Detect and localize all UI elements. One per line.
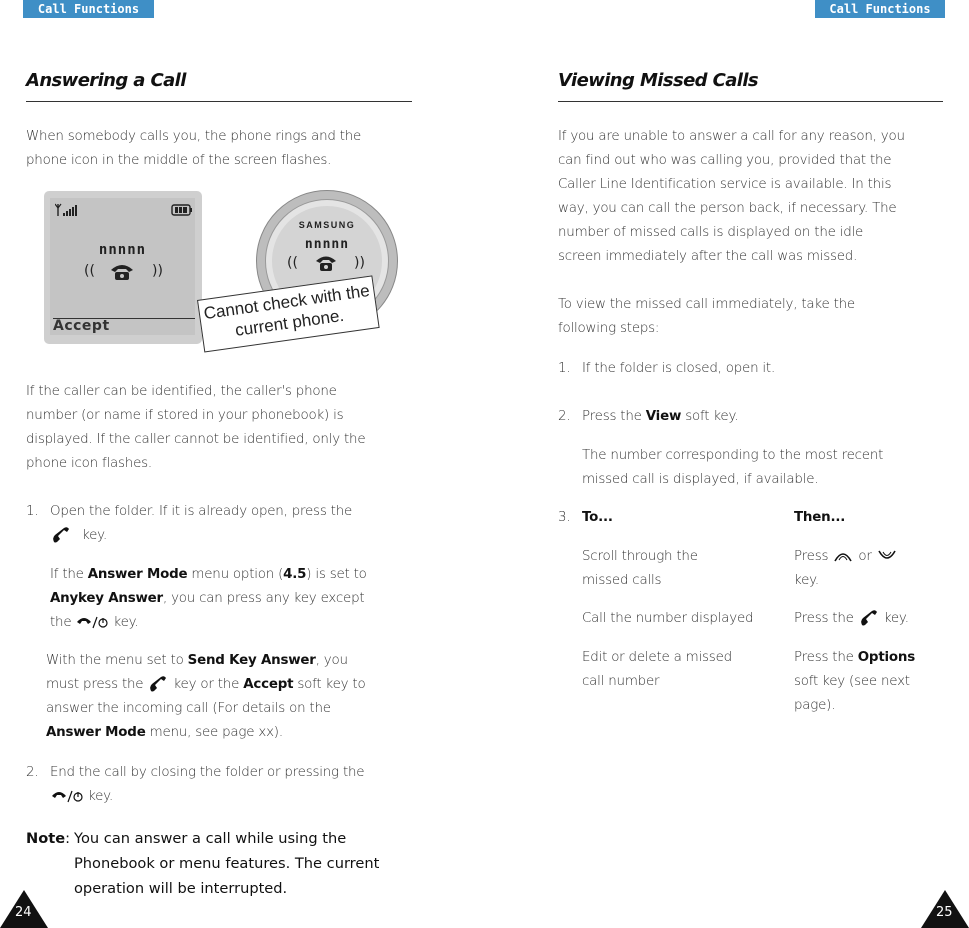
right-step-3-number: 3. (558, 510, 571, 525)
row2-key: key. (883, 611, 909, 626)
table-row-1-instruction (794, 545, 898, 593)
accept-soft-key-name: Accept (243, 677, 294, 692)
para1-line-3: Caller Line Identification service is available. In this (558, 177, 892, 192)
caller-line-3: displayed. If the caller cannot be identified, only the (26, 432, 366, 447)
send-key-answer-name: Send Key Answer (187, 653, 316, 668)
external-ring-left: (( (287, 255, 298, 271)
table-row-2-action: Call the number displayed (582, 611, 754, 626)
options-soft-key-name: Options (857, 650, 916, 665)
right-step-2 (558, 405, 738, 429)
missed-intro-paragraph (558, 125, 905, 269)
row1-to-line-1: Scroll through the (582, 549, 698, 564)
samsung-logo: SAMSUNG (298, 220, 356, 230)
caller-line-1: If the caller can be identified, the caller's phone (26, 384, 337, 399)
intro-line-2: phone icon in the middle of the screen flashes. (26, 153, 332, 168)
left-step-2 (26, 761, 364, 785)
press-the: Press the (582, 409, 642, 424)
battery-icon (171, 204, 193, 216)
intro-line-1: When somebody calls you, the phone rings and the (26, 129, 362, 144)
section-tag-left: Call Functions (23, 0, 154, 18)
step-number: 2. (26, 765, 39, 780)
answer-mode-name: Answer Mode (87, 567, 188, 582)
note-line-3: operation will be interrupted. (74, 880, 288, 897)
para1-line-2: can find out who was calling you, provided that the (558, 153, 892, 168)
para1-line-6: screen immediately after the call was missed. (558, 249, 858, 264)
para2-line-2: following steps: (558, 321, 660, 336)
para1-line-4: way, you can call the person back, if necessary. The (558, 201, 897, 216)
mode-set-to: ) is set to (306, 567, 367, 582)
note-colon: : (65, 830, 71, 847)
end-power-key-icon-2 (50, 788, 84, 804)
page-title-missed: Viewing Missed Calls (558, 70, 759, 91)
soft-key-text: soft key. (685, 409, 739, 424)
caller-line-4: phone icon flashes. (26, 456, 152, 471)
answer-mode-menu-name: Answer Mode (46, 725, 146, 740)
left-step-2-key (50, 785, 113, 809)
scroll-down-key-icon (876, 549, 898, 563)
row3-to-line-1: Edit or delete a missed (582, 650, 732, 665)
callout-note: Cannot check with the current phone. (197, 275, 380, 352)
left-step-1 (26, 500, 352, 524)
table-row-3-action (582, 646, 732, 694)
external-caller-number: nnnnn (304, 237, 350, 252)
mode-menu-option: menu option ( (191, 567, 284, 582)
send-key-icon (50, 526, 72, 544)
title-rule-right (558, 101, 943, 102)
key-suffix: key. (82, 528, 108, 543)
table-row-1-action (582, 545, 698, 593)
step2-sub-line-2: missed call is displayed, if available. (582, 472, 819, 487)
step-text: Open the folder. If it is already open, press the (50, 504, 353, 519)
answer-mode-paragraph (50, 563, 420, 635)
para1-line-1: If you are unable to answer a call for any reason, you (558, 129, 905, 144)
table-row-3-instruction (794, 646, 915, 718)
title-rule-left (26, 101, 412, 102)
external-ring-right: )) (354, 255, 365, 271)
caller-number: nnnnn (98, 242, 147, 258)
send-key-paragraph (46, 649, 416, 745)
intro-paragraph (26, 125, 361, 173)
caller-id-paragraph (26, 380, 365, 476)
view-soft-key-name: View (645, 409, 682, 424)
step-2-result (582, 444, 883, 492)
step2-sub-line-1: The number corresponding to the most recent (582, 448, 884, 463)
end-power-key-icon (75, 614, 109, 630)
send-softkey: soft key to (297, 677, 366, 692)
phone-icon (109, 262, 135, 282)
send-line-3: answer the incoming call (For details on the (46, 701, 331, 716)
step-text: End the call by closing the folder or pressing the (50, 765, 365, 780)
table-row-2-instruction (794, 607, 909, 631)
caller-line-2: number (or name if stored in your phonebook) is (26, 408, 344, 423)
signal-strength-icon (55, 203, 81, 217)
left-step-1-key (50, 524, 107, 548)
send-menu-rest: menu, see page xx). (149, 725, 283, 740)
note-label-wrap (26, 826, 70, 851)
anykey-rest: , you can press any key except (162, 591, 365, 606)
row1-to-line-2: missed calls (582, 573, 662, 588)
external-phone-icon (314, 254, 338, 272)
para2-line-1: To view the missed call immediately, take the (558, 297, 855, 312)
send-you: , you (315, 653, 348, 668)
send-key-icon-2 (147, 675, 169, 693)
note-line-2: Phonebook or menu features. The current (74, 855, 380, 872)
note-text (74, 826, 379, 901)
soft-key-accept: Accept (53, 318, 110, 334)
scroll-up-key-icon (832, 549, 854, 563)
row3-soft: soft key (see next (794, 674, 910, 689)
anykey-answer: Anykey Answer (50, 591, 163, 606)
right-step-1 (558, 357, 775, 381)
phone-screen-illustration (44, 191, 202, 344)
send-must: must press the (46, 677, 144, 692)
lcd-display (50, 198, 195, 335)
page-number-right: 25 (936, 905, 953, 920)
send-key-icon-3 (858, 609, 880, 627)
row1-or: or (858, 549, 872, 564)
send-keyor: key or the (173, 677, 240, 692)
anykey-key: key. (113, 615, 139, 630)
page-number-left: 24 (15, 905, 32, 920)
para1-line-5: number of missed calls is displayed on the idle (558, 225, 864, 240)
page-title-answering: Answering a Call (26, 70, 186, 91)
key-suffix: key. (88, 789, 114, 804)
missed-steps-intro (558, 293, 855, 341)
step-number: 1. (26, 504, 39, 519)
menu-option-number: 4.5 (283, 567, 307, 582)
row3-page: page). (794, 698, 836, 713)
row3-to-line-2: call number (582, 674, 660, 689)
ring-left: (( (84, 263, 95, 279)
anykey-the: the (50, 615, 72, 630)
table-header-to: To... (582, 510, 613, 525)
row1-press: Press (794, 549, 829, 564)
step-text: If the folder is closed, open it. (582, 361, 776, 376)
ring-right: )) (152, 263, 163, 279)
section-tag-right: Call Functions (815, 0, 945, 18)
table-header-then: Then... (794, 510, 846, 525)
row2-press: Press the (794, 611, 854, 626)
send-with: With the menu set to (46, 653, 184, 668)
step-number: 2. (558, 409, 571, 424)
note-line-1: You can answer a call while using the (74, 830, 347, 847)
row3-press: Press the (794, 650, 854, 665)
row1-key: key. (794, 573, 819, 588)
mode-if: If the (50, 567, 84, 582)
step-number: 1. (558, 361, 571, 376)
note-label: Note (26, 830, 66, 847)
